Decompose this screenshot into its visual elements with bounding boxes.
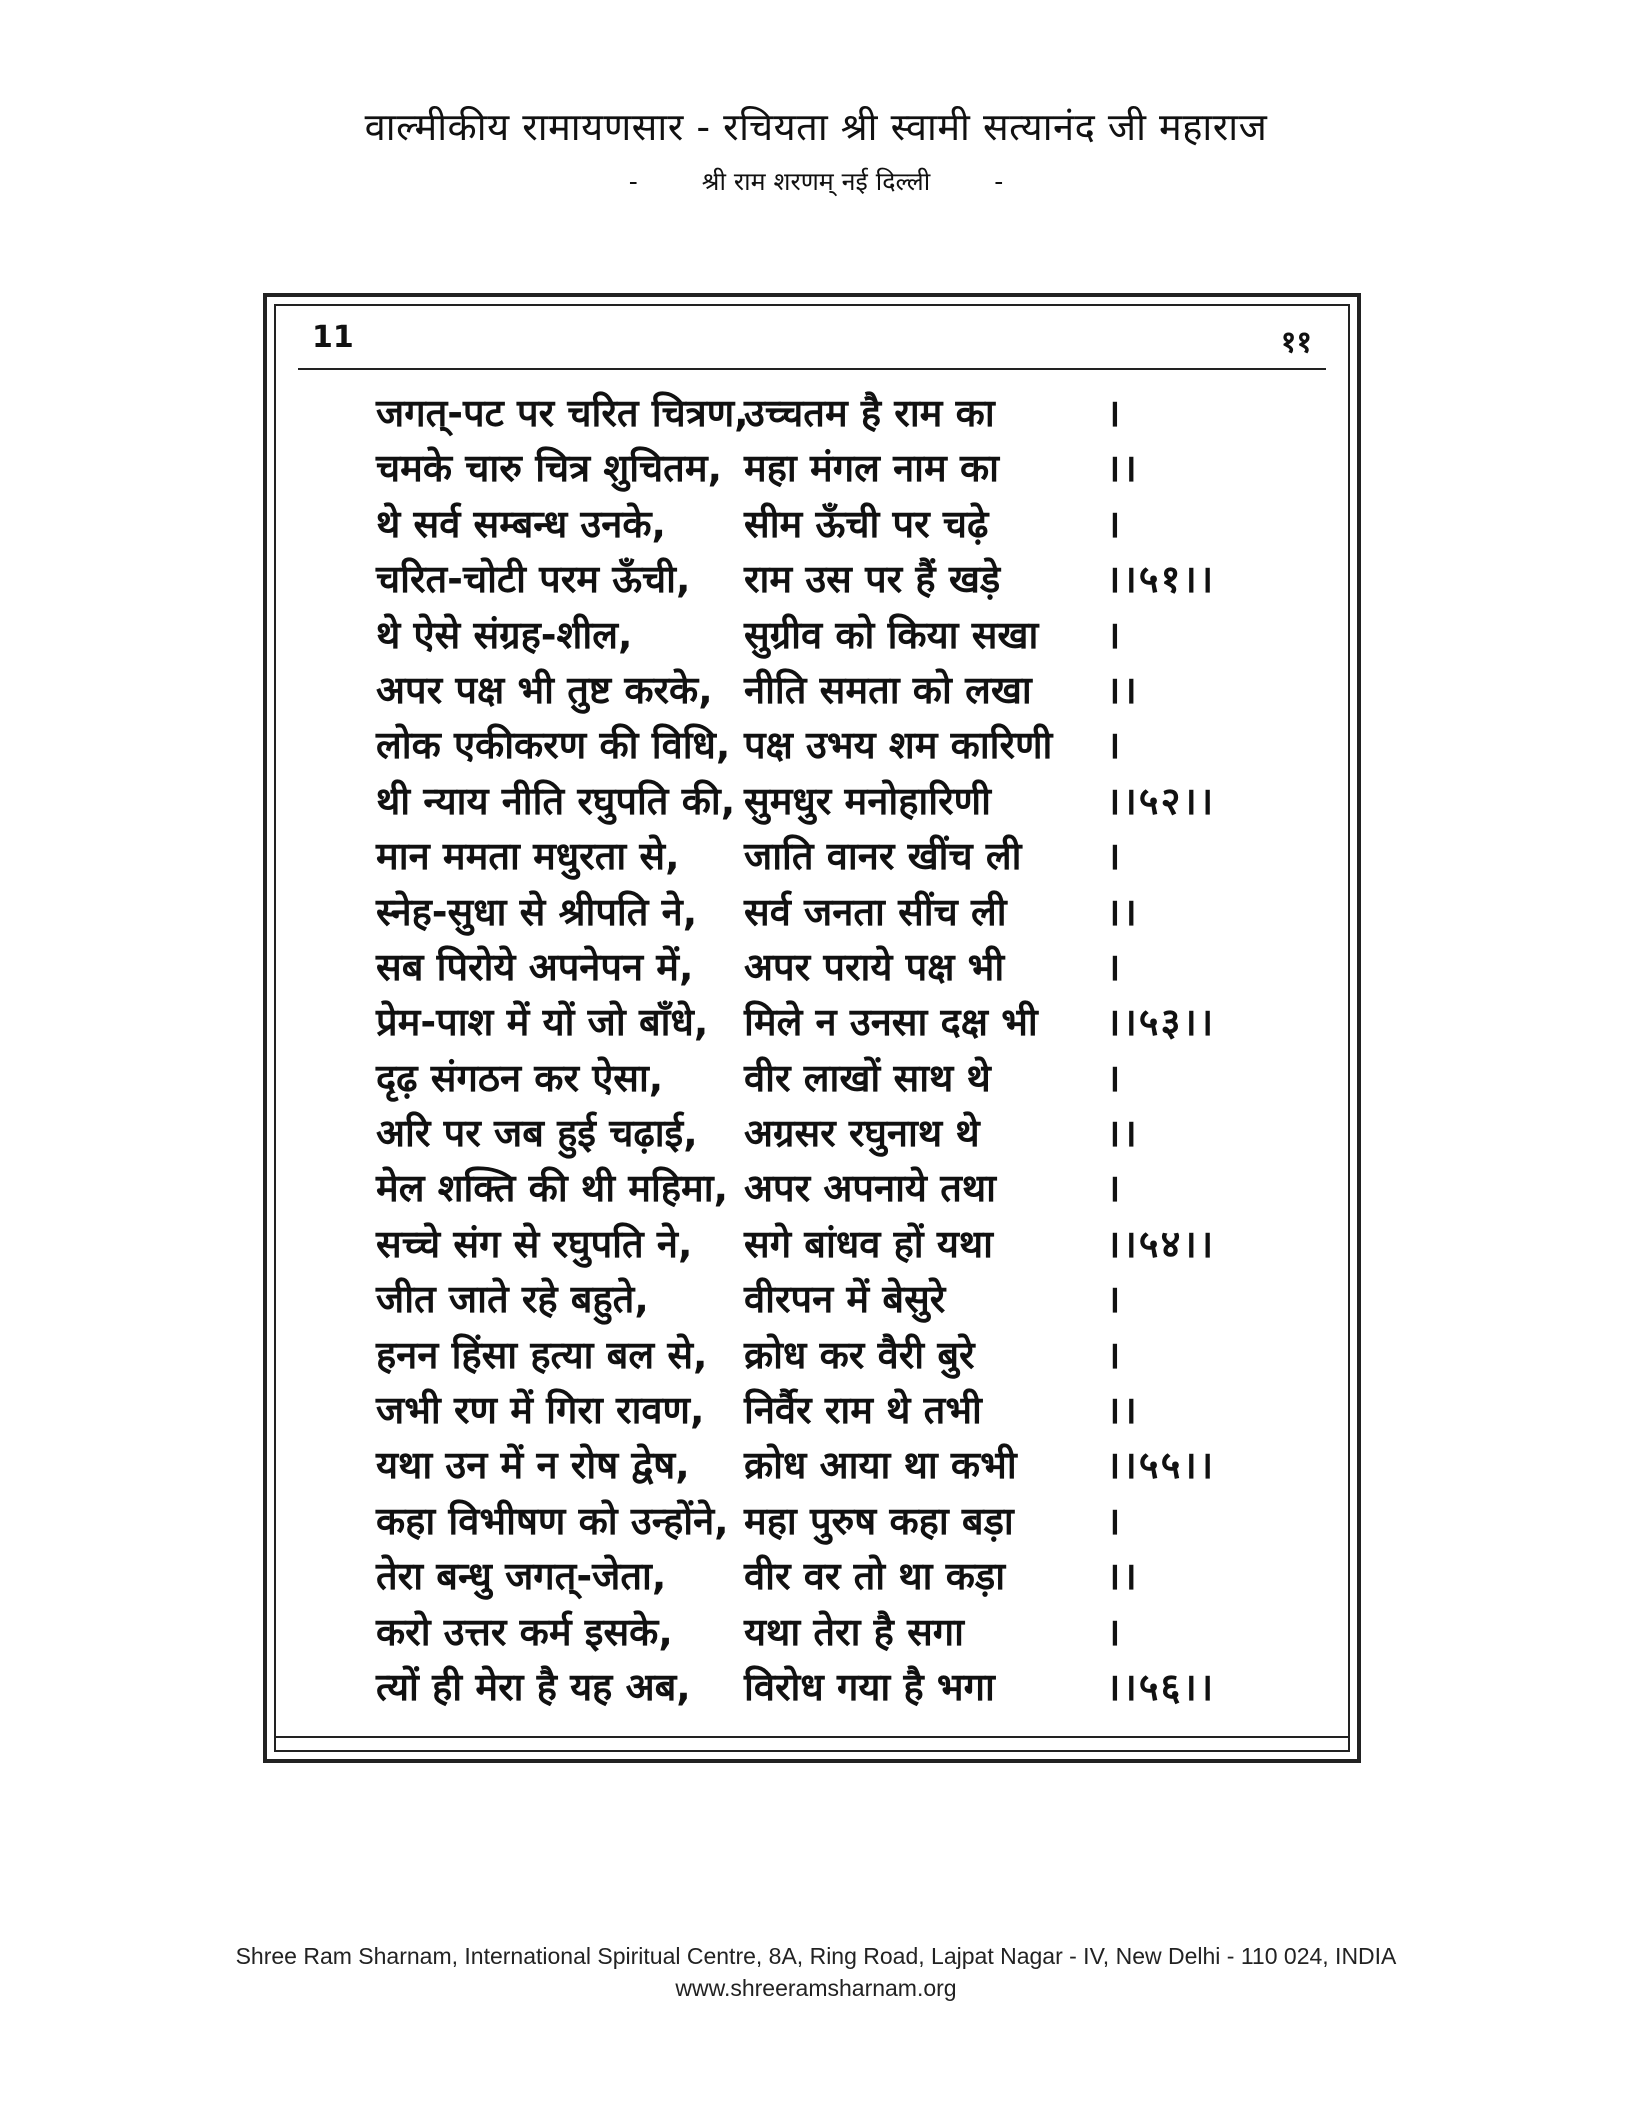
verse-first-half: दृढ़ संगठन कर ऐसा, — [376, 1055, 664, 1100]
verse-first-half: यथा उन में न रोष द्वेष, — [376, 1443, 690, 1488]
verse-line — [276, 995, 1348, 1050]
verse-end-mark: । — [1106, 1166, 1123, 1211]
verse-end-mark: ।।५४।। — [1106, 1221, 1216, 1266]
verse-line — [276, 386, 1348, 441]
verse-line — [276, 1549, 1348, 1604]
verse-end-mark: । — [1106, 612, 1123, 657]
verse-first-half: सब पिरोये अपनेपन में, — [376, 944, 694, 989]
verse-first-half: जभी रण में गिरा रावण, — [376, 1388, 705, 1433]
page-header — [0, 100, 1632, 198]
verse-line — [276, 663, 1348, 718]
verse-first-half: जगत्-पट पर चरित चित्रण, — [376, 391, 749, 435]
verse-end-mark: । — [1106, 1609, 1123, 1654]
subtitle — [0, 164, 1632, 198]
verse-end-mark: ।। — [1106, 889, 1139, 934]
verse-second-half: पक्ष उभय शम कारिणी — [744, 723, 1053, 768]
verse-end-mark: ।। — [1106, 667, 1139, 712]
top-divider — [298, 368, 1326, 370]
verse-end-mark: । — [1106, 501, 1123, 546]
page-footer — [0, 1940, 1632, 2004]
verse-line — [276, 1494, 1348, 1549]
verse-second-half: अपर पराये पक्ष भी — [744, 944, 1005, 989]
verse-second-half: यथा तेरा है सगा — [744, 1609, 964, 1654]
verse-second-half: निर्वैर राम थे तभी — [744, 1388, 982, 1433]
verse-line — [276, 829, 1348, 884]
verse-first-half: कहा विभीषण को उन्होंने, — [376, 1498, 729, 1543]
verse-end-mark: ।।५६।। — [1106, 1664, 1216, 1709]
verse-line — [276, 940, 1348, 995]
verse-second-half: सगे बांधव हों यथा — [744, 1221, 993, 1266]
verse-line — [276, 1217, 1348, 1272]
verse-first-half: प्रेम-पाश में यों जो बाँधे, — [376, 1000, 709, 1045]
page-number-devanagari: ११ — [1280, 325, 1312, 360]
verse-end-mark: । — [1106, 1055, 1123, 1100]
verse-second-half: सर्व जनता सींच ली — [744, 889, 1007, 934]
verse-end-mark: । — [1106, 1498, 1123, 1543]
verse-first-half: थी न्याय नीति रघुपति की, — [376, 778, 736, 823]
verse-line — [276, 1161, 1348, 1216]
verse-line — [276, 1438, 1348, 1493]
verse-first-half: मेल शक्ति की थी महिमा, — [376, 1166, 729, 1211]
verse-line — [276, 718, 1348, 773]
verse-end-mark: ।। — [1106, 1111, 1139, 1156]
verse-second-half: नीति समता को लखा — [744, 667, 1032, 712]
page-number-arabic: 11 — [312, 320, 354, 355]
verse-second-half: अपर अपनाये तथा — [744, 1166, 996, 1211]
verse-second-half: क्रोध कर वैरी बुरे — [744, 1332, 975, 1377]
verse-second-half: राम उस पर हैं खड़े — [744, 557, 1001, 602]
verse-second-half: वीर वर तो था कड़ा — [744, 1554, 1006, 1599]
verse-second-half: मिले न उनसा दक्ष भी — [744, 1000, 1038, 1045]
verse-first-half: थे सर्व सम्बन्ध उनके, — [376, 501, 666, 546]
verse-first-half: तेरा बन्धु जगत्-जेता, — [376, 1554, 667, 1599]
verse-first-half: सच्चे संग से रघुपति ने, — [376, 1221, 693, 1266]
book-title: वाल्मीकीय रामायणसार - रचियता श्री स्वामी सत्यानंद जी महाराज — [364, 105, 1268, 149]
verse-end-mark: । — [1106, 834, 1123, 879]
verse-line — [276, 497, 1348, 552]
verse-first-half: मान ममता मधुरता से, — [376, 834, 680, 879]
verse-first-half: चमके चारु चित्र शुचितम, — [376, 446, 723, 491]
verse-frame — [263, 293, 1361, 1763]
verse-second-half: सीम ऊँची पर चढ़े — [744, 501, 989, 546]
subtitle-text: श्री राम शरणम् नई दिल्ली — [701, 167, 931, 196]
verse-second-half: सुग्रीव को किया सखा — [744, 612, 1039, 657]
verse-first-half: चरित-चोटी परम ऊँची, — [376, 557, 691, 602]
verse-line — [276, 1660, 1348, 1715]
verse-line — [276, 1328, 1348, 1383]
verse-line — [276, 441, 1348, 496]
verse-end-mark: । — [1106, 944, 1123, 989]
verse-end-mark: ।।५५।। — [1106, 1443, 1216, 1488]
verse-end-mark: । — [1106, 1332, 1123, 1377]
verse-line — [276, 1106, 1348, 1161]
verse-line — [276, 1383, 1348, 1438]
subtitle-dash-right: - — [994, 167, 1004, 196]
verse-end-mark: ।।५२।। — [1106, 778, 1216, 823]
verse-end-mark: ।। — [1106, 1554, 1139, 1599]
verse-line — [276, 1051, 1348, 1106]
verse-second-half: विरोध गया है भगा — [744, 1664, 995, 1709]
verse-first-half: लोक एकीकरण की विधि, — [376, 723, 731, 768]
verse-second-half: अग्रसर रघुनाथ थे — [744, 1111, 980, 1156]
verse-second-half: जाति वानर खींच ली — [744, 834, 1022, 879]
verse-first-half: स्नेह-सुधा से श्रीपति ने, — [376, 889, 698, 934]
verse-first-half: जीत जाते रहे बहुते, — [376, 1277, 649, 1322]
verse-end-mark: ।।५१।। — [1106, 557, 1216, 602]
verse-list — [276, 386, 1348, 1715]
verse-first-half: त्यों ही मेरा है यह अब, — [376, 1664, 691, 1709]
verse-first-half: अपर पक्ष भी तुष्ट करके, — [376, 667, 713, 712]
verse-first-half: अरि पर जब हुई चढ़ाई, — [376, 1111, 698, 1156]
verse-first-half: करो उत्तर कर्म इसके, — [376, 1609, 673, 1654]
subtitle-dash-left: - — [628, 167, 638, 196]
verse-end-mark: । — [1106, 1277, 1123, 1322]
verse-second-half: उच्चतम है राम का — [744, 391, 995, 435]
verse-second-half: सुमधुर मनोहारिणी — [744, 778, 991, 823]
verse-end-mark: ।। — [1106, 1388, 1139, 1433]
verse-second-half: महा मंगल नाम का — [744, 446, 999, 491]
verse-end-mark: । — [1106, 391, 1123, 435]
verse-second-half: महा पुरुष कहा बड़ा — [744, 1498, 1014, 1543]
verse-line — [276, 608, 1348, 663]
verse-line — [276, 774, 1348, 829]
verse-line — [276, 1272, 1348, 1327]
verse-end-mark: ।।५३।। — [1106, 1000, 1216, 1045]
verse-second-half: वीरपन में बेसुरे — [744, 1277, 946, 1322]
verse-end-mark: । — [1106, 723, 1123, 768]
verse-line — [276, 552, 1348, 607]
verse-frame-inner — [274, 304, 1350, 1752]
footer-address: Shree Ram Sharnam, International Spiritual Centre, 8A, Ring Road, Lajpat Nagar - IV, New Delhi - 110 024, INDIA — [235, 1943, 1397, 1969]
verse-second-half: क्रोध आया था कभी — [744, 1443, 1017, 1488]
verse-end-mark: ।। — [1106, 446, 1139, 491]
footer-website: www.shreeramsharnam.org — [675, 1975, 957, 2001]
verse-second-half: वीर लाखों साथ थे — [744, 1055, 991, 1100]
bottom-divider — [276, 1736, 1348, 1738]
verse-line — [276, 885, 1348, 940]
verse-first-half: हनन हिंसा हत्या बल से, — [376, 1332, 708, 1377]
verse-line — [276, 1605, 1348, 1660]
verse-first-half: थे ऐसे संग्रह-शील, — [376, 612, 633, 657]
